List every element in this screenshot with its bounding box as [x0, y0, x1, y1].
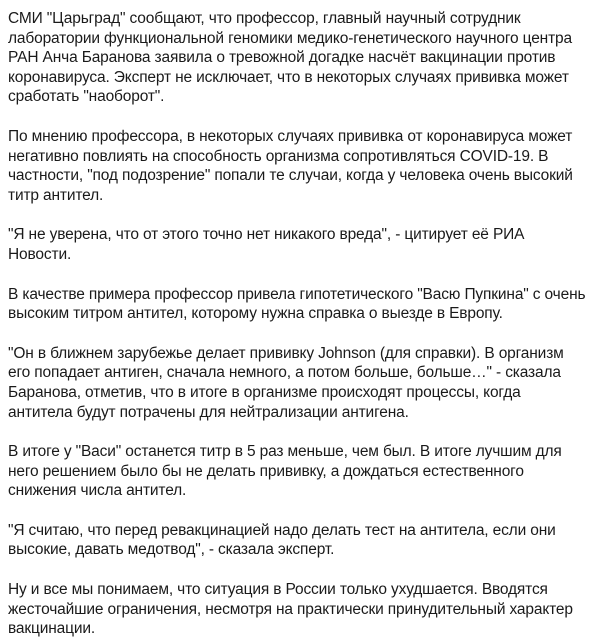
paragraph-quote-johnson: "Он в ближнем зарубежье делает прививку Johnson (для справки). В организм его попадает антиген, сначала немного, а потом больше, больше…" - сказала Баранова, отметив, что в итоге в организме происходят процессы, когда антитела будут потрачены для нейтрализации антигена.: [8, 344, 564, 421]
paragraph-intro: СМИ "Царьград" сообщают, что профессор, главный научный сотрудник лаборатории функциональной геномики медико-генетического научного центра РАН Анча Баранова заявила о тревожной догадке насчёт вакцинации против коронавируса. Эксперт не исключает, что в некоторых случаях прививка может сработать "наоборот".: [8, 10, 572, 106]
paragraph-titer-result: В итоге у "Васи" останется титр в 5 раз меньше, чем был. В итоге лучшим для него решением было бы не делать прививку, а дождаться естественного снижения числа антител.: [8, 443, 562, 500]
paragraph-example: В качестве примера профессор привела гипотетического "Васю Пупкина" с очень высоким титром антител, которому нужна справка о выезде в Европу.: [8, 285, 586, 323]
paragraph-quote-ria: "Я не уверена, что от этого точно нет никакого вреда", - цитирует её РИА Новости.: [8, 226, 525, 263]
paragraph-quote-medotvod: "Я считаю, что перед ревакцинацией надо делать тест на антитела, если они высокие, давать медотвод", - сказала эксперт.: [8, 521, 556, 559]
paragraph-opinion: По мнению профессора, в некоторых случаях прививка от коронавируса может негативно повлиять на способность организма сопротивляться COVID-19. В частности, "под подозрение" попали те случаи, когда у человека очень высокий титр антител.: [8, 127, 573, 204]
paragraph-conclusion: Ну и все мы понимаем, что ситуация в России только ухудшается. Вводятся жесточайшие ограничения, несмотря на практически принудительный характер вакцинации.: [8, 581, 573, 638]
